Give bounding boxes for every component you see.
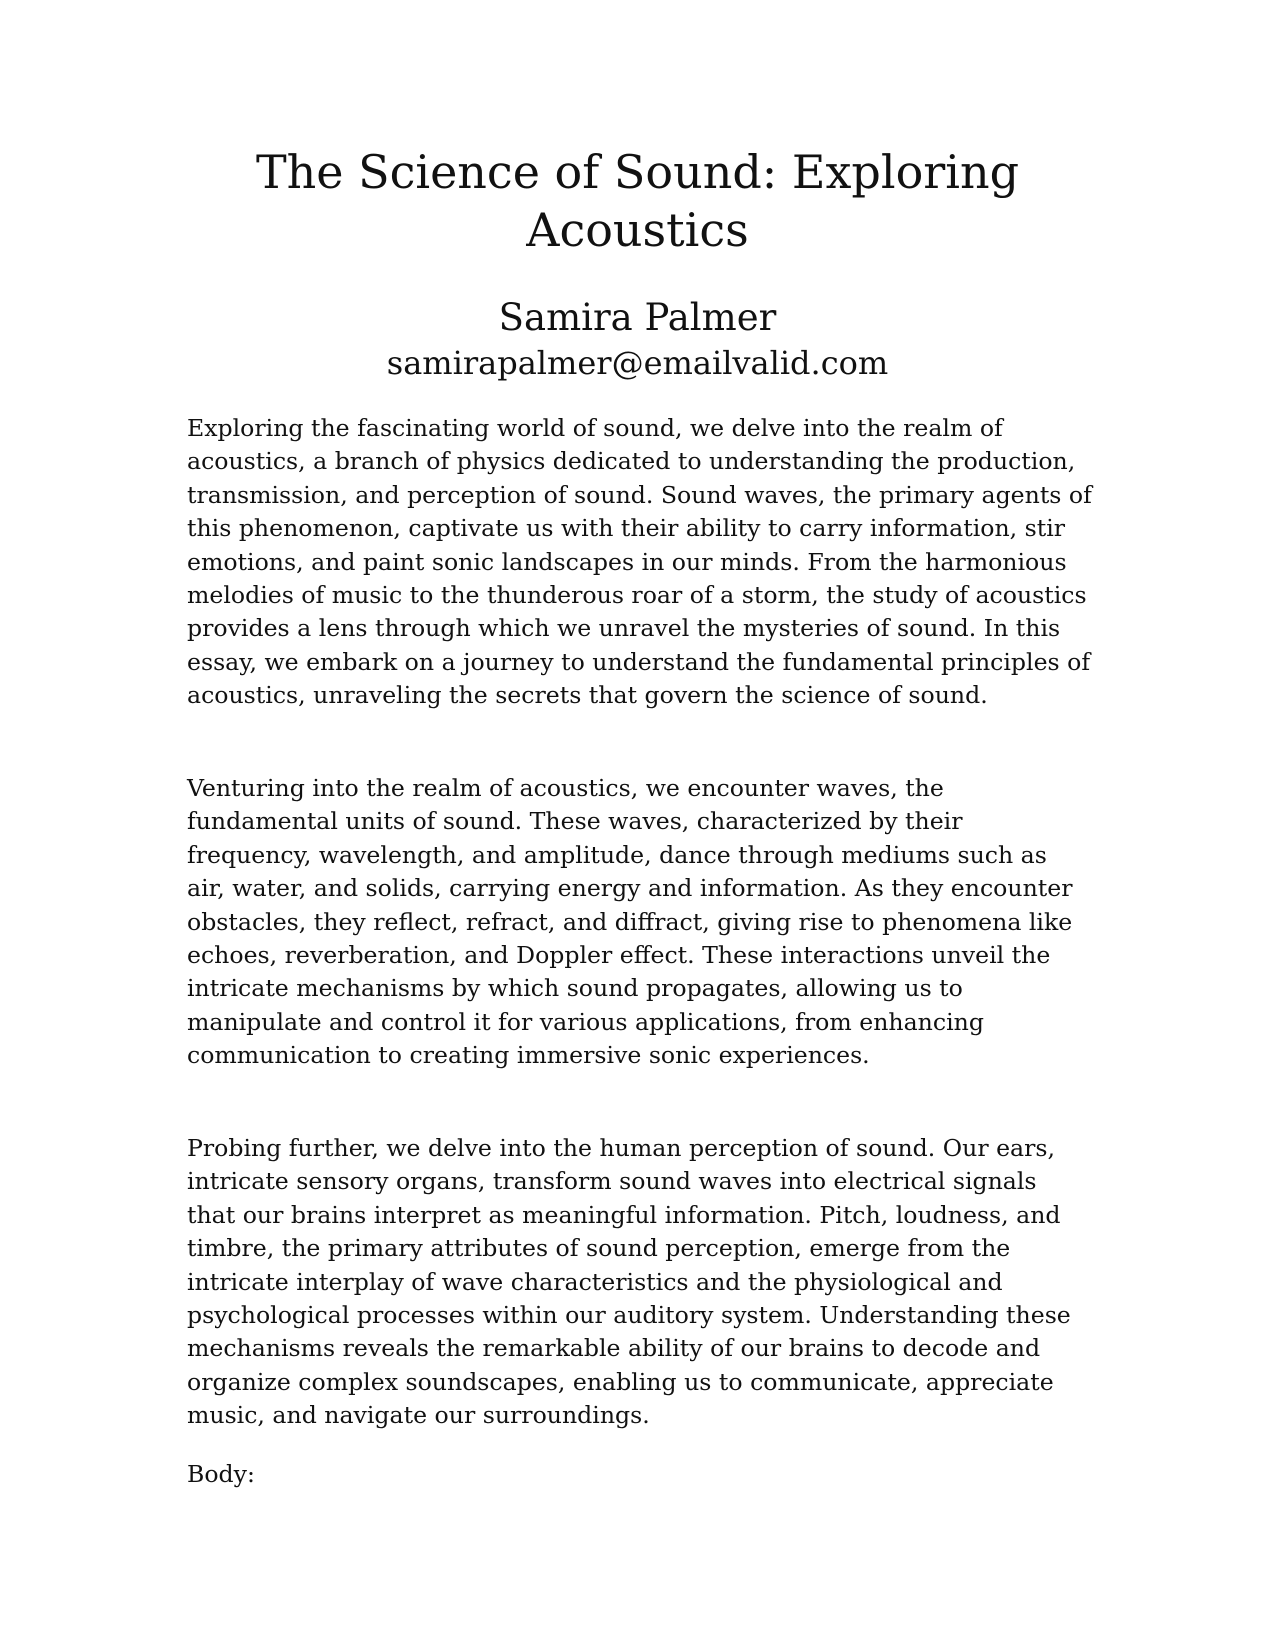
author-name: Samira Palmer xyxy=(498,296,777,339)
paragraph: Probing further, we delve into the human perception of sound. Our ears, intricate sensory organs, transform sound waves into electrical signals that our brains interpret as meaningful information. Pitch, loudness, and timbre, the primary attributes of sound perception, emerge from the intricate interplay of wave characteristics and the physiological and psychological processes within our auditory system. Understanding these mechanisms reveals the remarkable ability of our brains to decode and organize complex soundscapes, enabling us to communicate, appreciate music, and navigate our surroundings. xyxy=(187,1134,1071,1430)
author-email: samirapalmer@emailvalid.com xyxy=(386,344,889,382)
paragraph: Venturing into the realm of acoustics, we encounter waves, the fundamental units of sound. These waves, characterized by their frequency, wavelength, and amplitude, dance through mediums such as air, water, and solids, carrying energy and information. As they encounter obstacles, they reflect, refract, and diffract, giving rise to phenomena like echoes, reverberation, and Doppler effect. These interactions unveil the intricate mechanisms by which sound propagates, allowing us to manipulate and control it for various applications, from enhancing communication to creating immersive sonic experiences. xyxy=(187,774,1073,1070)
paragraph: Exploring the fascinating world of sound, we delve into the realm of acoustics, a branch of physics dedicated to understanding the production, transmission, and perception of sound. Sound waves, the primary agents of this phenomenon, captivate us with their ability to carry information, stir emotions, and paint sonic landscapes in our minds. From the harmonious melodies of music to the thunderous roar of a storm, the study of acoustics provides a lens through which we unravel the mysteries of sound. In this essay, we embark on a journey to understand the fundamental principles of acoustics, unraveling the secrets that govern the science of sound. xyxy=(187,414,1092,710)
section-label: Body: xyxy=(187,1460,255,1488)
document-title: The Science of Sound: Exploring Acoustics xyxy=(255,145,1020,257)
